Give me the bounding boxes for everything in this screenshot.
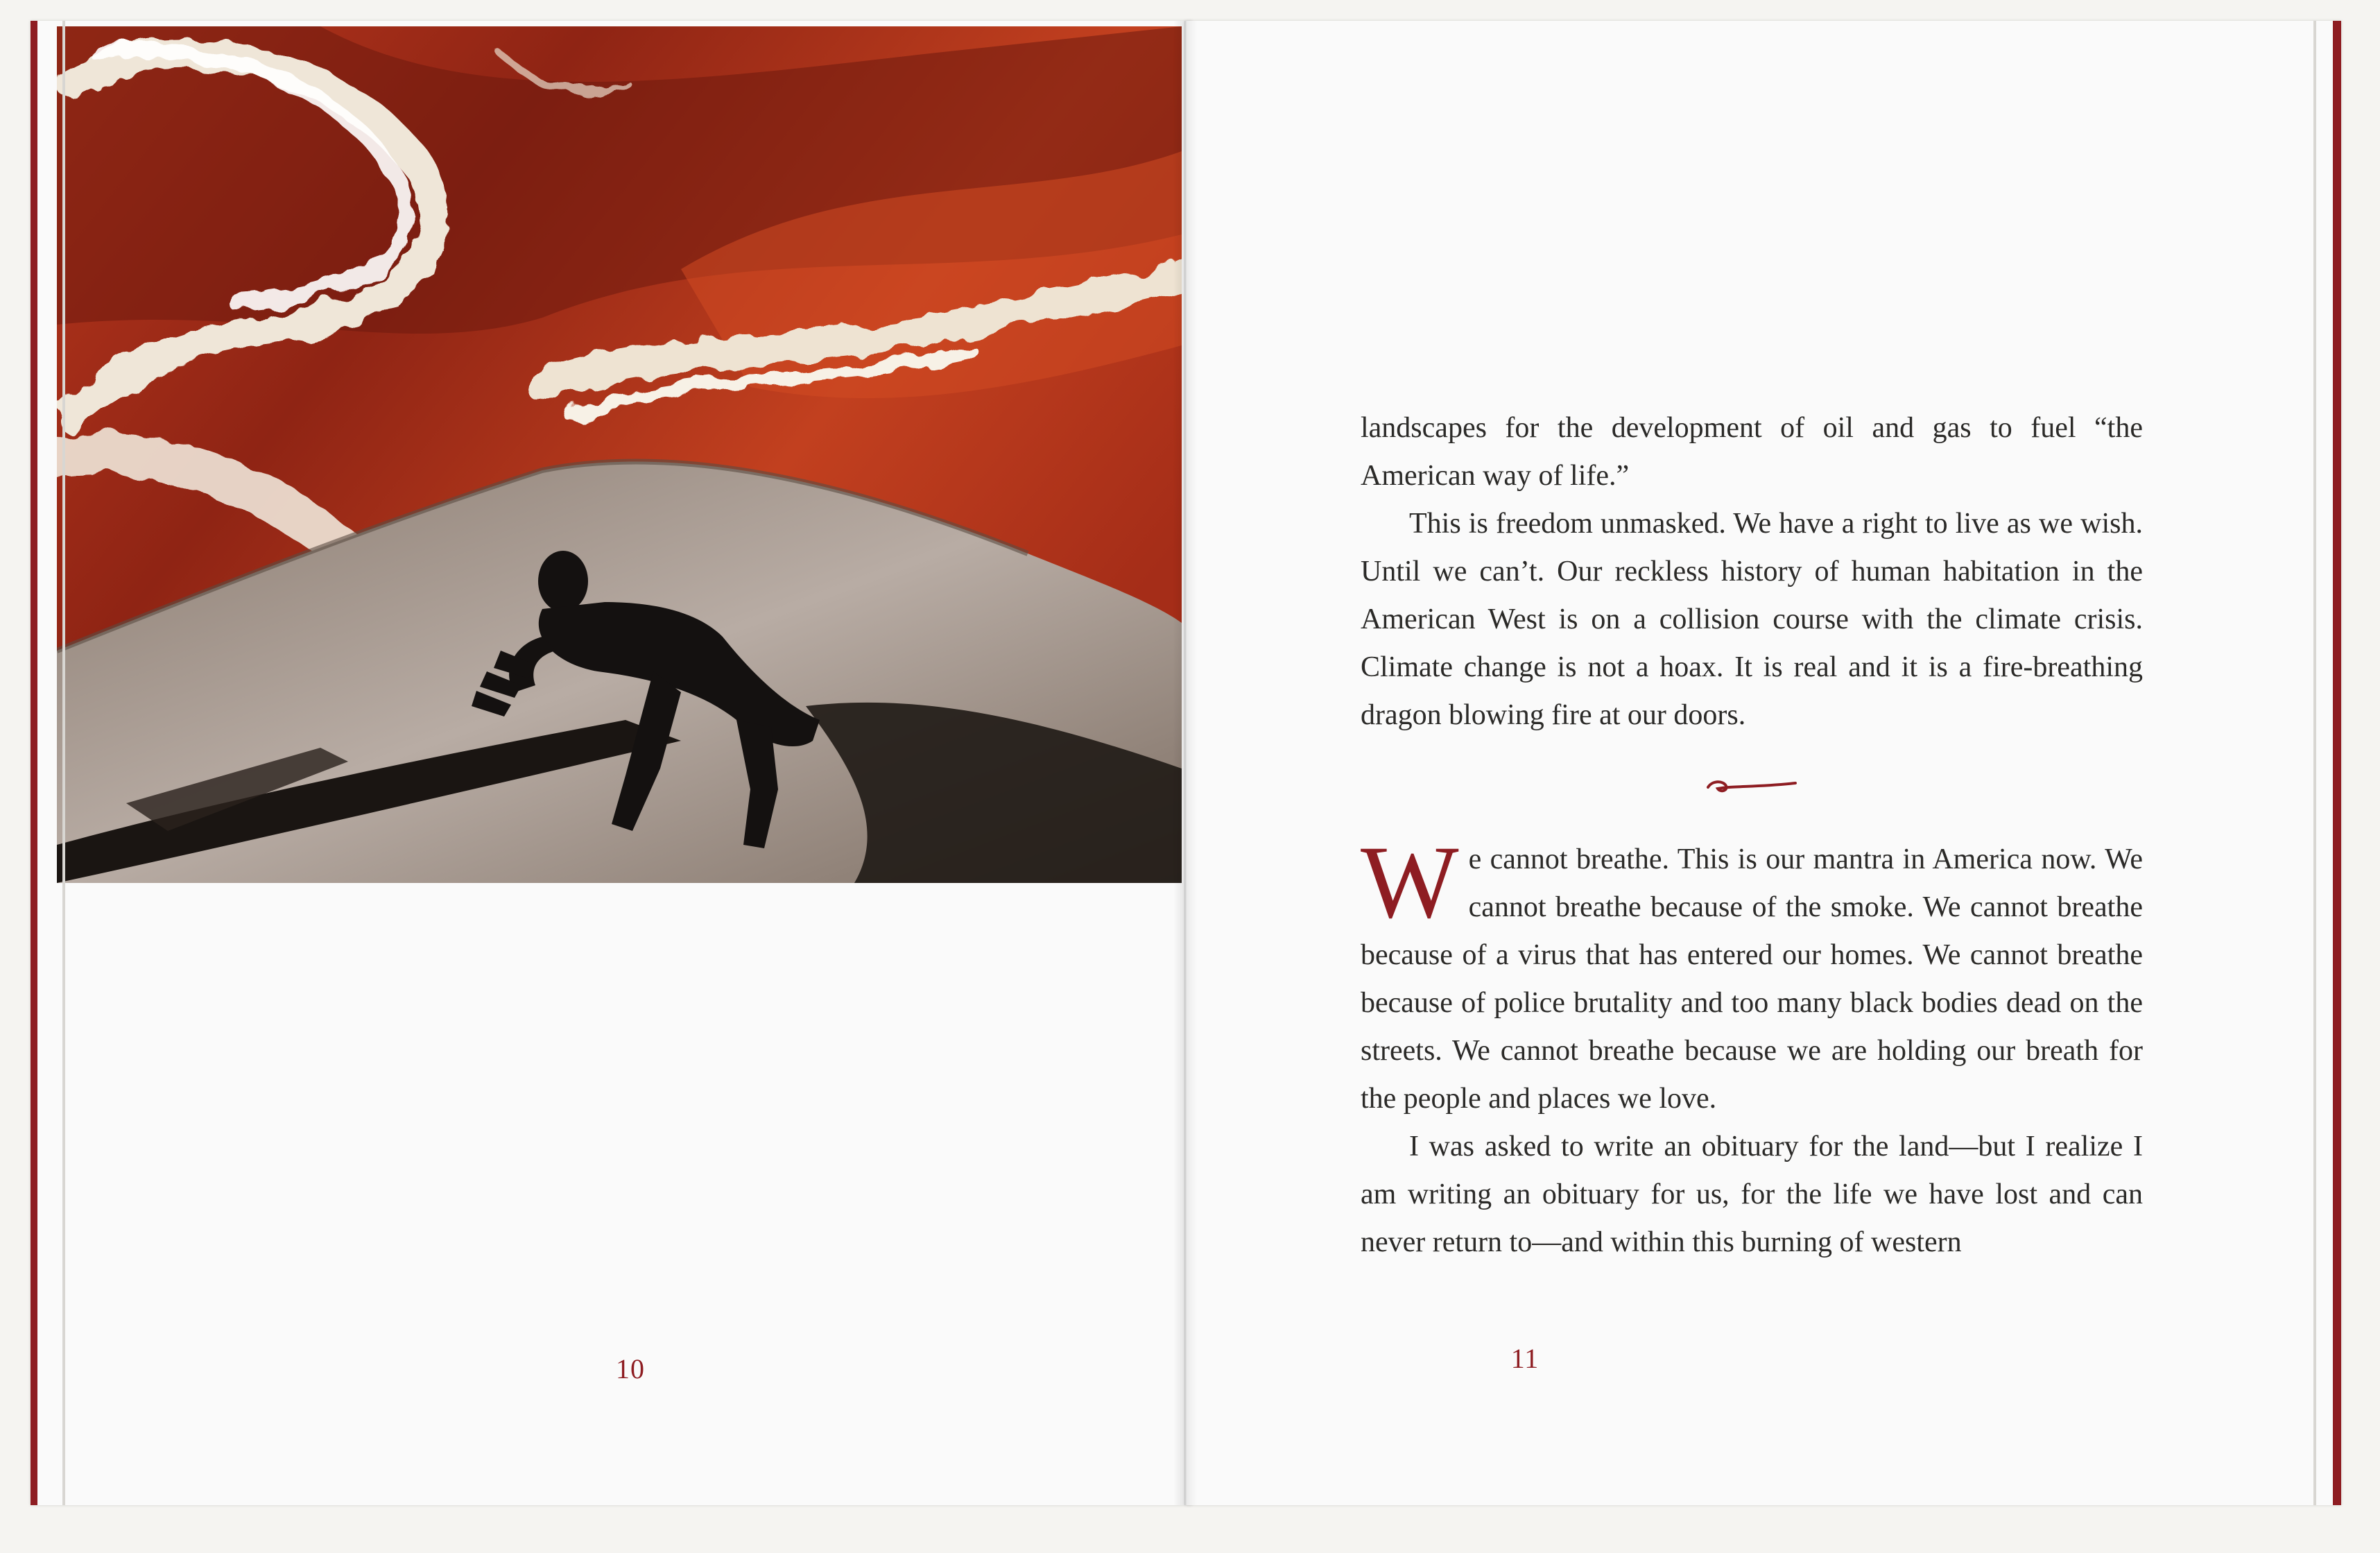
paragraph-2: This is freedom unmasked. We have a right to live as we wish. Until we can’t. Our reckless history of human habitation in the American West is on a collision course with the climate crisis. Climate change is not a hoax. It is real and it is a fire-breathing dragon blowing fire at our doors.	[1361, 508, 2143, 731]
book-gutter	[1173, 21, 1197, 1505]
paragraph-3-text: e cannot breathe. This is our mantra in America now. We cannot breathe because of the smoke. We cannot breathe because of a virus that has entered our homes. We cannot breathe because of police brutality and too many black bodies dead on the streets. We cannot breathe because we are holding our breath for the people and places we love.	[1361, 843, 2143, 1115]
page-number-right: 11	[1510, 1343, 1540, 1374]
page-edge-right	[2313, 21, 2316, 1505]
page-edge-left	[62, 21, 65, 1505]
paragraph-4: I was asked to write an obituary for the land—but I realize I am writing an obituary for us, for the life we have lost and can never return to—and within this burning of western	[1361, 1131, 2143, 1258]
drop-cap: W	[1361, 825, 1459, 940]
right-page	[1185, 21, 2341, 1505]
paragraph-1: landscapes for the development of oil and gas to fuel “the American way of life.”	[1361, 412, 2143, 492]
left-page	[31, 21, 1192, 1505]
flourish-ornament-icon	[1702, 773, 1800, 798]
painting-figure-walking-icon	[57, 26, 1182, 883]
text-block-bottom	[1361, 825, 2143, 1267]
paragraph-3	[1361, 825, 2143, 1123]
text-block-top	[1361, 404, 2143, 739]
book-spread	[31, 21, 2333, 1505]
page-number-left: 10	[616, 1353, 645, 1384]
